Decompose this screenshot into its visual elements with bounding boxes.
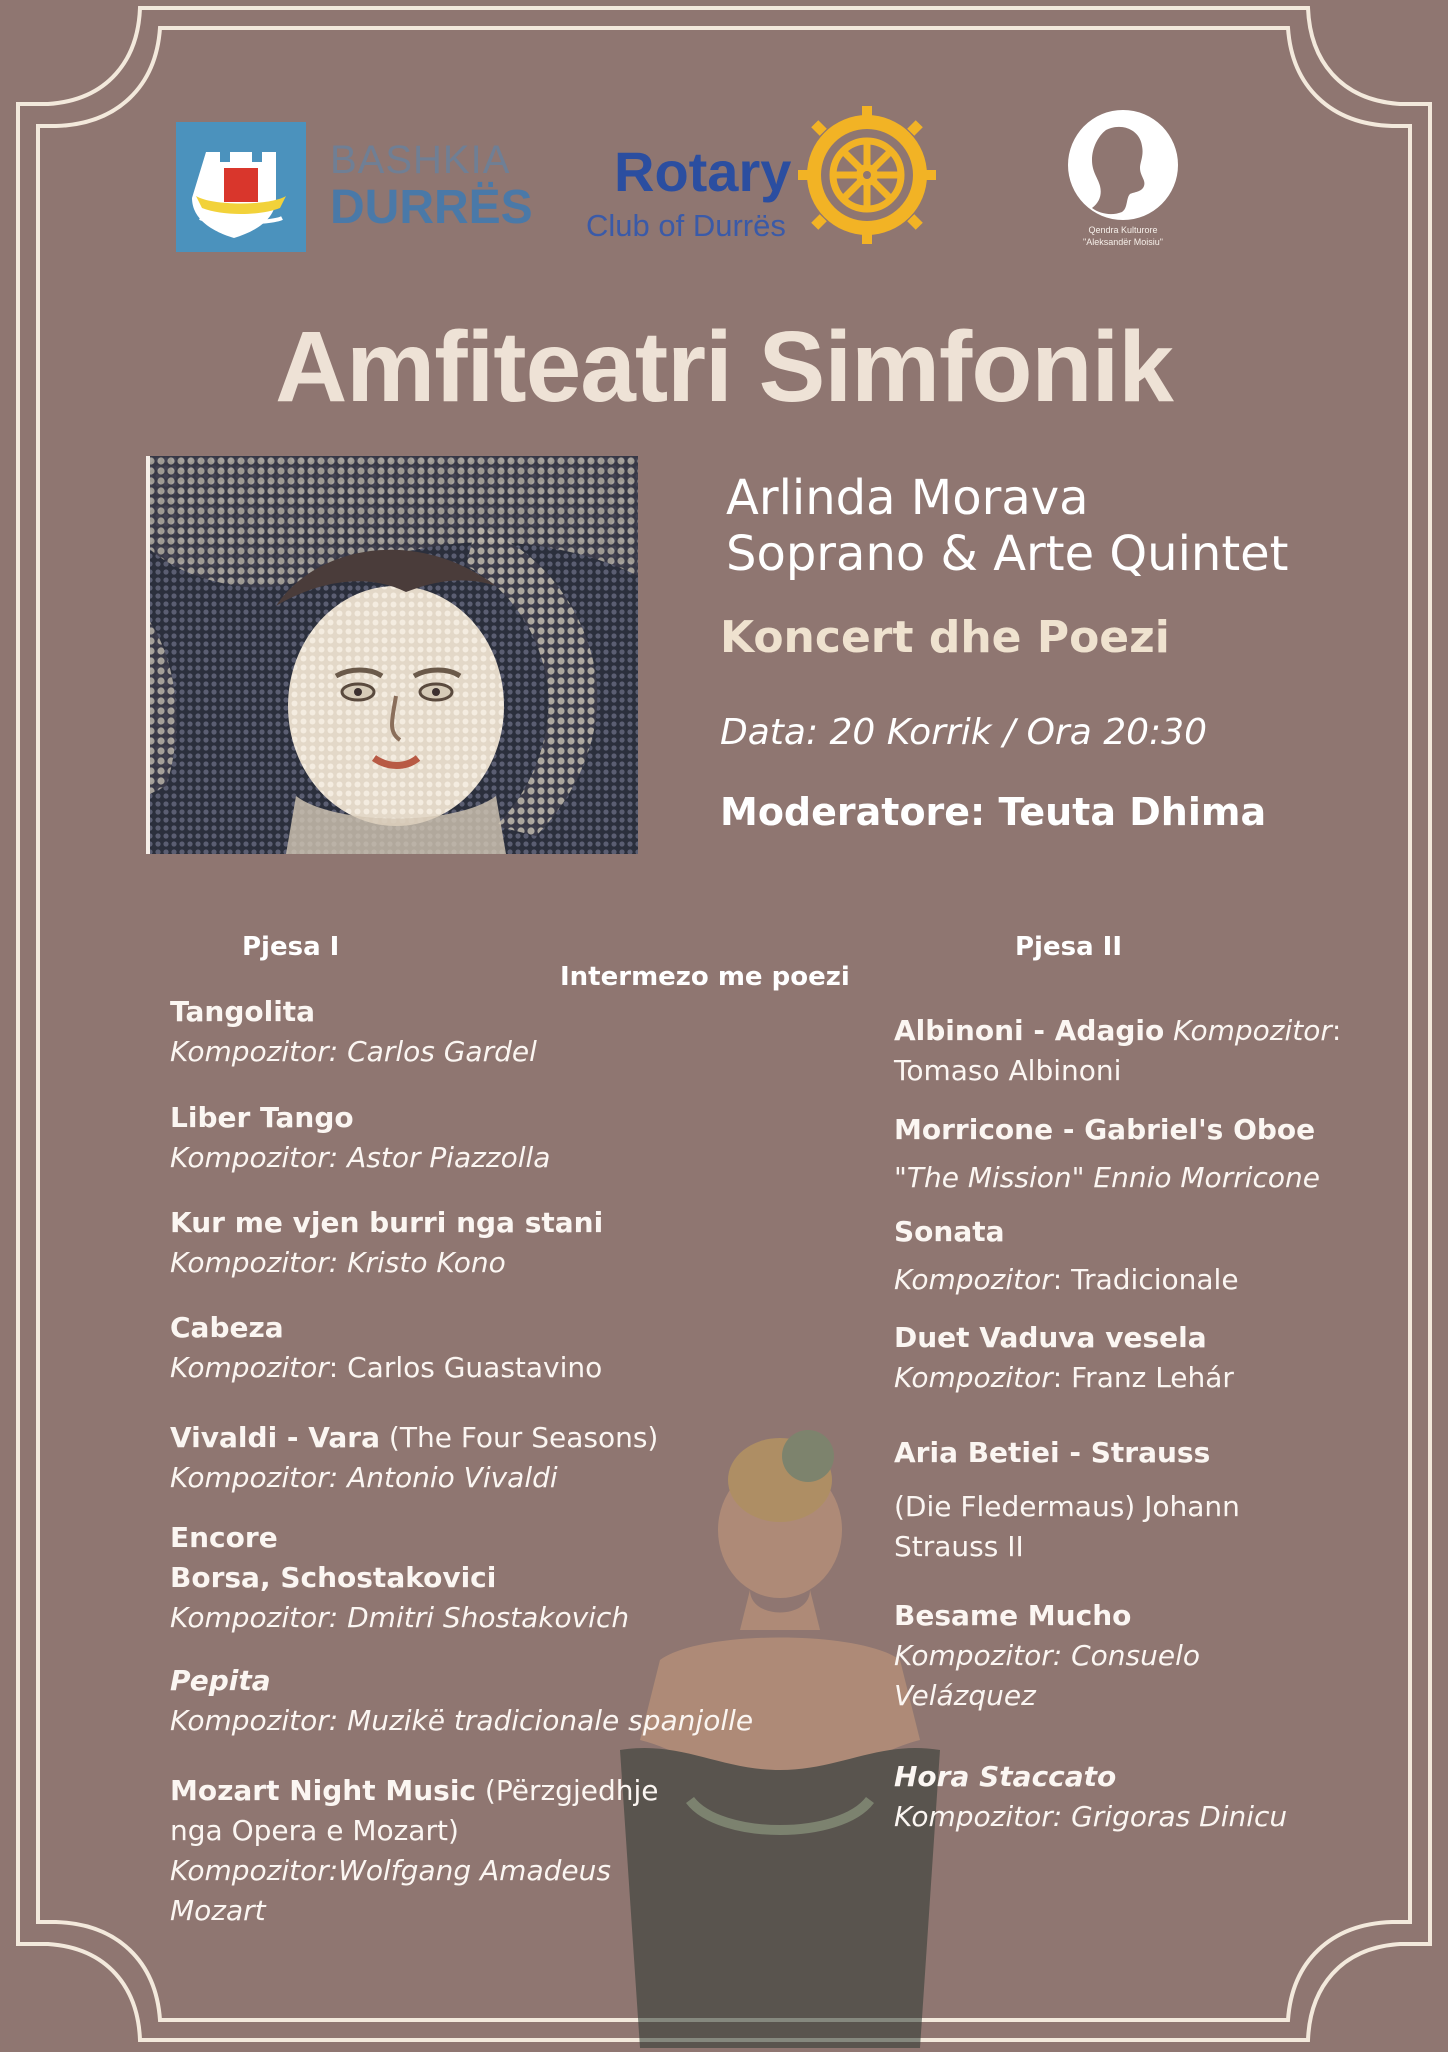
program-item bbox=[894, 1757, 1287, 1837]
interlude-heading: Intermezo me poezi bbox=[560, 962, 850, 992]
program-item bbox=[894, 1318, 1234, 1398]
piece-title: Kur me vjen burri nga stani bbox=[170, 1206, 604, 1239]
piece-composer-name: : bbox=[1331, 1014, 1342, 1047]
program-item bbox=[170, 1308, 602, 1388]
piece-composer: Kompozitor: Kristo Kono bbox=[170, 1246, 506, 1279]
mosaic-portrait-image bbox=[146, 456, 638, 854]
piece-title: Mozart Night Music bbox=[170, 1774, 477, 1807]
program-item bbox=[170, 992, 537, 1072]
piece-composer-name: : Carlos Guastavino bbox=[328, 1351, 603, 1384]
piece-composer-name: : Franz Lehár bbox=[1052, 1361, 1234, 1394]
piece-composer: Kompozitor: Carlos Gardel bbox=[170, 1035, 537, 1068]
qendra-line1: Qendra Kulturore bbox=[1088, 225, 1158, 235]
piece-composer-label: Kompozitor bbox=[894, 1263, 1053, 1296]
piece-title: Liber Tango bbox=[170, 1101, 354, 1134]
rotary-wheel-icon bbox=[798, 106, 936, 244]
piece-extra-2: nga Opera e Mozart) bbox=[170, 1814, 459, 1847]
piece-title: Tangolita bbox=[170, 995, 316, 1028]
event-date: Data: 20 Korrik / Ora 20:30 bbox=[720, 712, 1207, 753]
piece-line2: (Die Fledermaus) Johann bbox=[894, 1490, 1240, 1523]
piece-composer-label: Kompozitor bbox=[894, 1361, 1053, 1394]
program-item bbox=[170, 1771, 658, 1931]
piece-composer: Kompozitor: Dmitri Shostakovich bbox=[170, 1601, 630, 1634]
piece-composer-2: Velázquez bbox=[894, 1679, 1036, 1712]
piece-title: Besame Mucho bbox=[894, 1599, 1132, 1632]
qendra-line2: "Aleksandër Moisiu" bbox=[1083, 237, 1163, 247]
event-subtitle: Koncert dhe Poezi bbox=[720, 612, 1170, 663]
rotary-logo-text bbox=[586, 140, 792, 244]
program-item bbox=[170, 1518, 629, 1638]
piece-title: Albinoni - Adagio bbox=[894, 1014, 1165, 1047]
piece-extra: (Përzgjedhje bbox=[476, 1774, 659, 1807]
part1-heading: Pjesa I bbox=[242, 932, 340, 962]
piece-title: Cabeza bbox=[170, 1311, 284, 1344]
piece-line3: Strauss II bbox=[894, 1530, 1024, 1563]
part2-heading: Pjesa II bbox=[1015, 932, 1123, 962]
piece-composer: Kompozitor: Antonio Vivaldi bbox=[170, 1461, 558, 1494]
rotary-name: Rotary bbox=[614, 140, 792, 203]
piece-composer-name: : Tradicionale bbox=[1052, 1263, 1239, 1296]
piece-composer-line2: Tomaso Albinoni bbox=[894, 1054, 1122, 1087]
piece-composer: Kompozitor: Muzikë tradicionale spanjolle bbox=[170, 1704, 754, 1737]
durres-text: DURRËS bbox=[330, 181, 533, 234]
performer-name: Arlinda Morava bbox=[726, 470, 1089, 526]
piece-title: Hora Staccato bbox=[894, 1760, 1117, 1793]
program-item bbox=[894, 1110, 1320, 1198]
piece-composer: Kompozitor: Astor Piazzolla bbox=[170, 1141, 551, 1174]
piece-composer-label: Kompozitor bbox=[1164, 1014, 1332, 1047]
piece-title: Encore bbox=[170, 1521, 278, 1554]
piece-composer: Kompozitor: Grigoras Dinicu bbox=[894, 1800, 1288, 1833]
program-item bbox=[894, 1011, 1341, 1091]
event-moderator: Moderatore: Teuta Dhima bbox=[720, 790, 1267, 834]
piece-title: Morricone - Gabriel's Oboe bbox=[894, 1113, 1316, 1146]
piece-title: Vivaldi - Vara bbox=[170, 1421, 381, 1454]
poster-title: Amfiteatri Simfonik bbox=[275, 311, 1173, 423]
qendra-kulturore-logo-icon bbox=[1066, 108, 1180, 222]
piece-title: Aria Betiei - Strauss bbox=[894, 1436, 1211, 1469]
piece-composer: "The Mission" Ennio Morricone bbox=[894, 1161, 1320, 1194]
qendra-kulturore-caption bbox=[1040, 224, 1206, 248]
bashkia-durres-logo-text bbox=[330, 140, 533, 232]
bashkia-durres-logo-icon bbox=[176, 122, 306, 252]
piece-extra: (The Four Seasons) bbox=[380, 1421, 659, 1454]
piece-composer-2: Mozart bbox=[170, 1894, 266, 1927]
program-item bbox=[170, 1203, 603, 1283]
program-item bbox=[894, 1212, 1239, 1300]
piece-composer-label: Kompozitor bbox=[170, 1351, 329, 1384]
performer-ensemble: Soprano & Arte Quintet bbox=[726, 526, 1289, 582]
performer-block bbox=[726, 470, 1289, 582]
program-item bbox=[170, 1418, 658, 1498]
piece-title: Sonata bbox=[894, 1215, 1005, 1248]
piece-title: Duet Vaduva vesela bbox=[894, 1321, 1207, 1354]
piece-title: Pepita bbox=[170, 1664, 271, 1697]
piece-composer: Kompozitor: Consuelo bbox=[894, 1639, 1201, 1672]
piece-composer: Kompozitor:Wolfgang Amadeus bbox=[170, 1854, 611, 1887]
program-item bbox=[170, 1661, 753, 1741]
program-item bbox=[170, 1098, 550, 1178]
program-item bbox=[894, 1596, 1200, 1716]
piece-title-2: Borsa, Schostakovici bbox=[170, 1561, 497, 1594]
rotary-club: Club of Durrës bbox=[586, 208, 786, 243]
program-item bbox=[894, 1433, 1240, 1567]
bashkia-text: BASHKIA bbox=[330, 138, 511, 182]
